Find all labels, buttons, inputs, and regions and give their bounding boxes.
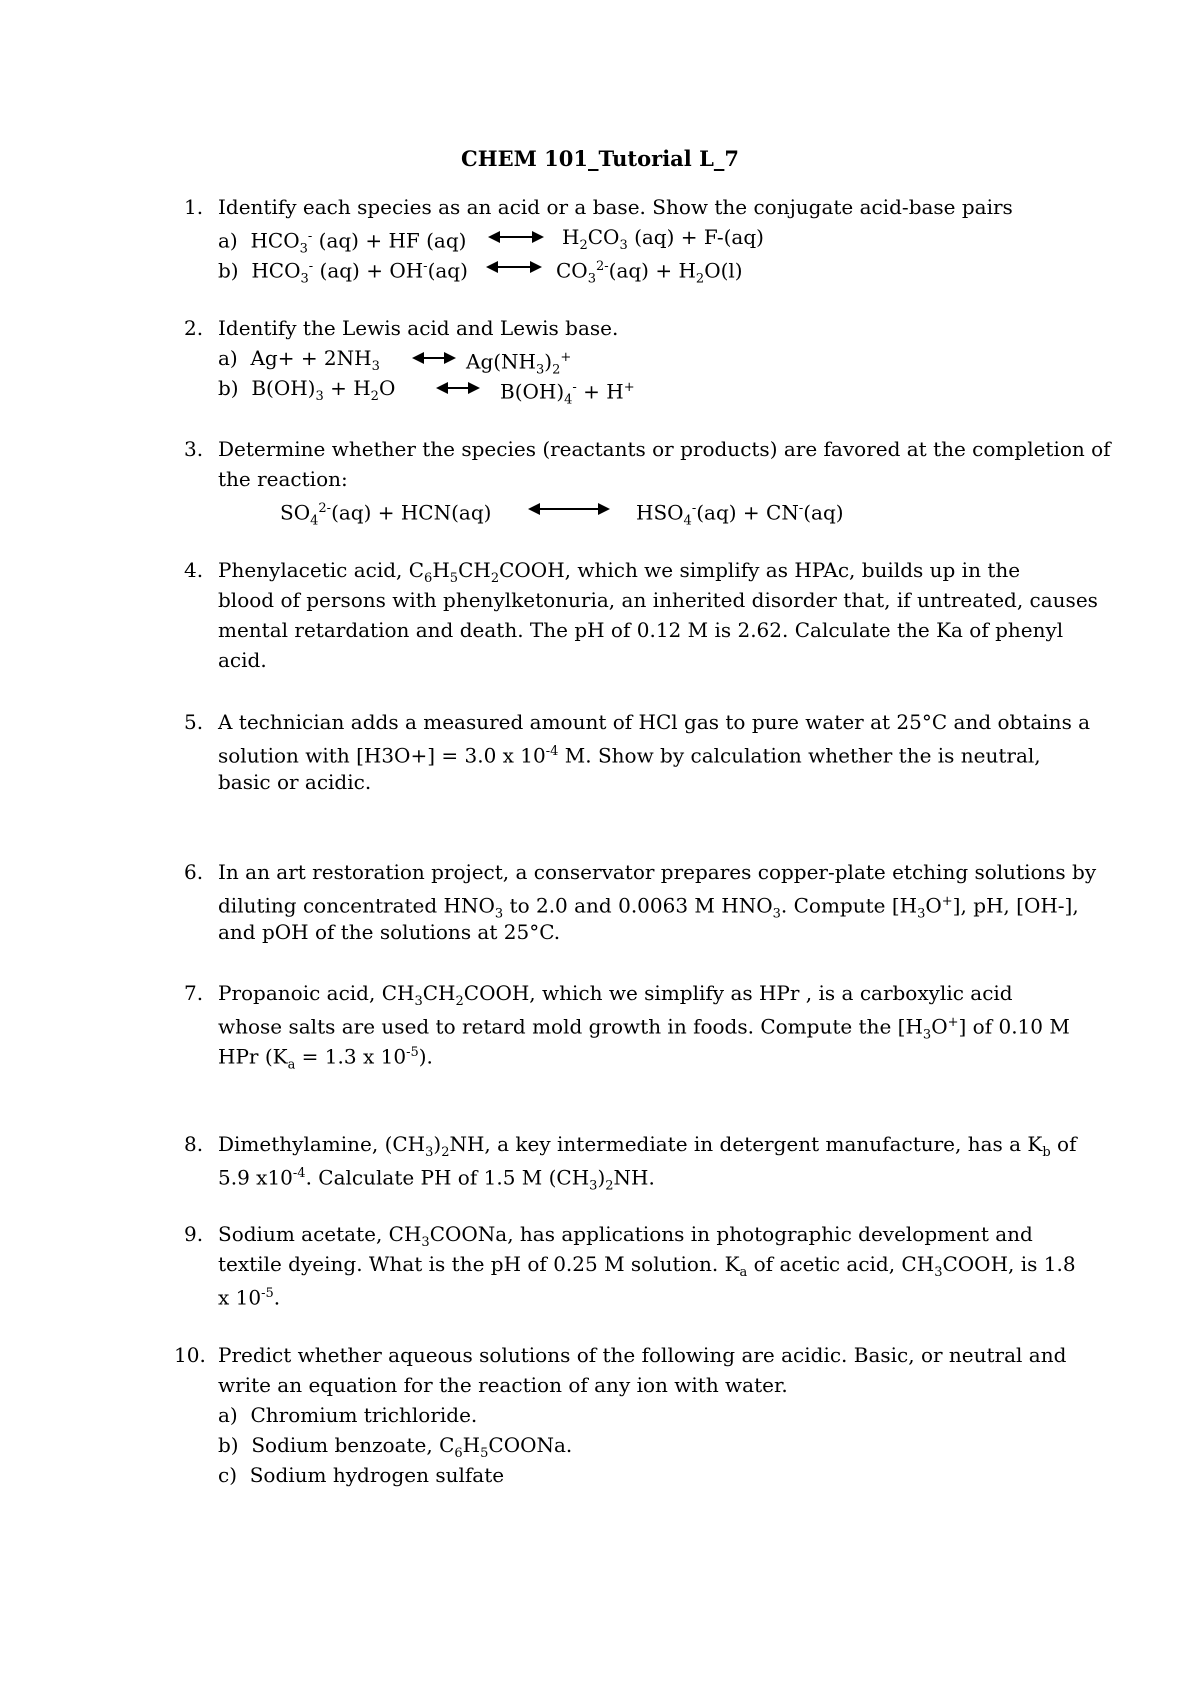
q2-number: 2.	[184, 316, 204, 340]
q7-number: 7.	[184, 981, 204, 1005]
page-title: CHEM 101_Tutorial L_7	[461, 146, 739, 171]
q4-line1: Phenylacetic acid, $C_6H_5CH_2COOH$, which we simplify as HPAc, builds up in the	[218, 558, 1021, 586]
q10b-item: b) Sodium benzoate, $C_6H_5COONa$.	[218, 1433, 573, 1461]
q1-text: Identify each species as an acid or a base. Show the conjugate acid-base pairs	[218, 195, 1013, 219]
q1b-label: b)	[218, 258, 239, 283]
q2b-reactants: b) $B(OH)_3 + H_2O$	[218, 376, 396, 404]
equilibrium-arrow-icon	[436, 380, 480, 396]
q10-number: 10.	[174, 1343, 206, 1367]
q5-line2: solution with [H3O+] = 3.0 x $10^{-4}$ M. Show by calculation whether the is neutral,	[218, 743, 1041, 768]
q5-number: 5.	[184, 710, 204, 734]
equilibrium-arrow-icon	[528, 501, 610, 517]
q10a-item: a) Chromium trichloride.	[218, 1403, 478, 1427]
q3-line2: the reaction:	[218, 467, 348, 491]
q9-line3: x $10^{-5}$.	[218, 1285, 281, 1310]
equilibrium-arrow-icon	[412, 350, 456, 366]
q2a-products: $Ag(NH_3)_2^+$	[466, 349, 572, 378]
q7-line3: HPr ($K_a = 1.3$ x $10^{-5}$).	[218, 1044, 433, 1073]
q6-number: 6.	[184, 860, 204, 884]
equilibrium-arrow-icon	[486, 259, 542, 275]
q2b-products: $B(OH)_4^- + H^+$	[500, 379, 635, 408]
q9-line1: Sodium acetate, $CH_3COONa$, has applications in photographic development and	[218, 1222, 1033, 1250]
q1b-reactants: b) $HCO_3^-$ (aq) + OH-(aq)	[218, 258, 468, 287]
q3-line1: Determine whether the species (reactants or products) are favored at the completion of	[218, 437, 1111, 461]
q6-line3: and pOH of the solutions at 25°C.	[218, 920, 561, 944]
q3-reactants: $SO_4^{2-}(aq) + HCN(aq)$	[280, 500, 492, 529]
q5-line3: basic or acidic.	[218, 770, 372, 794]
q8-line2: 5.9 $x10^{-4}$. Calculate PH of 1.5 M $(CH_3)_2NH$.	[218, 1165, 655, 1194]
q2-text: Identify the Lewis acid and Lewis base.	[218, 316, 619, 340]
q7-line1: Propanoic acid, $CH_3CH_2COOH$, which we simplify as HPr , is a carboxylic acid	[218, 981, 1013, 1009]
q10-line2: write an equation for the reaction of any ion with water.	[218, 1373, 788, 1397]
q1a-label: a)	[218, 228, 238, 253]
q7-line2: whose salts are used to retard mold growth in foods. Compute the $[H_3O^+]$ of 0.10 M	[218, 1014, 1070, 1043]
q6-line1: In an art restoration project, a conservator prepares copper-plate etching solutions by	[218, 860, 1097, 884]
q1b-products: $CO_3^{2-}(aq) + H_2O(l)$	[556, 258, 743, 287]
q4-number: 4.	[184, 558, 204, 582]
q1-number: 1.	[184, 195, 204, 219]
q4-line2: blood of persons with phenylketonuria, an inherited disorder that, if untreated, causes	[218, 588, 1098, 612]
q10-line1: Predict whether aqueous solutions of the following are acidic. Basic, or neutral and	[218, 1343, 1067, 1367]
q10c-item: c) Sodium hydrogen sulfate	[218, 1463, 505, 1487]
q1a-reactants: a) $HCO_3^-$ (aq) + HF (aq)	[218, 228, 467, 257]
equilibrium-arrow-icon	[488, 229, 544, 245]
q6-line2: diluting concentrated $HNO_3$ to 2.0 and 0.0063 M $HNO_3$. Compute $[H_3O^+]$, pH, [OH-],	[218, 893, 1079, 922]
q1a-products: $H_2CO_3$ (aq) + F-(aq)	[562, 225, 764, 253]
q8-number: 8.	[184, 1132, 204, 1156]
q8-line1: Dimethylamine, $(CH_3)_2NH$, a key intermediate in detergent manufacture, has a $K_b$ of	[218, 1132, 1077, 1160]
q4-line3: mental retardation and death. The pH of 0.12 M is 2.62. Calculate the Ka of phenyl	[218, 618, 1064, 642]
q3-number: 3.	[184, 437, 204, 461]
q2a-reactants: a) $Ag+ + 2NH_3$	[218, 346, 380, 374]
q5-line1: A technician adds a measured amount of HCl gas to pure water at 25°C and obtains a	[218, 710, 1091, 734]
q3-products: $HSO_4^-(aq) + CN^-(aq)$	[636, 500, 844, 529]
q9-number: 9.	[184, 1222, 204, 1246]
q9-line2: textile dyeing. What is the pH of 0.25 M solution. $K_a$ of acetic acid, $CH_3COOH$, is 1.8	[218, 1252, 1076, 1280]
q4-line4: acid.	[218, 648, 267, 672]
